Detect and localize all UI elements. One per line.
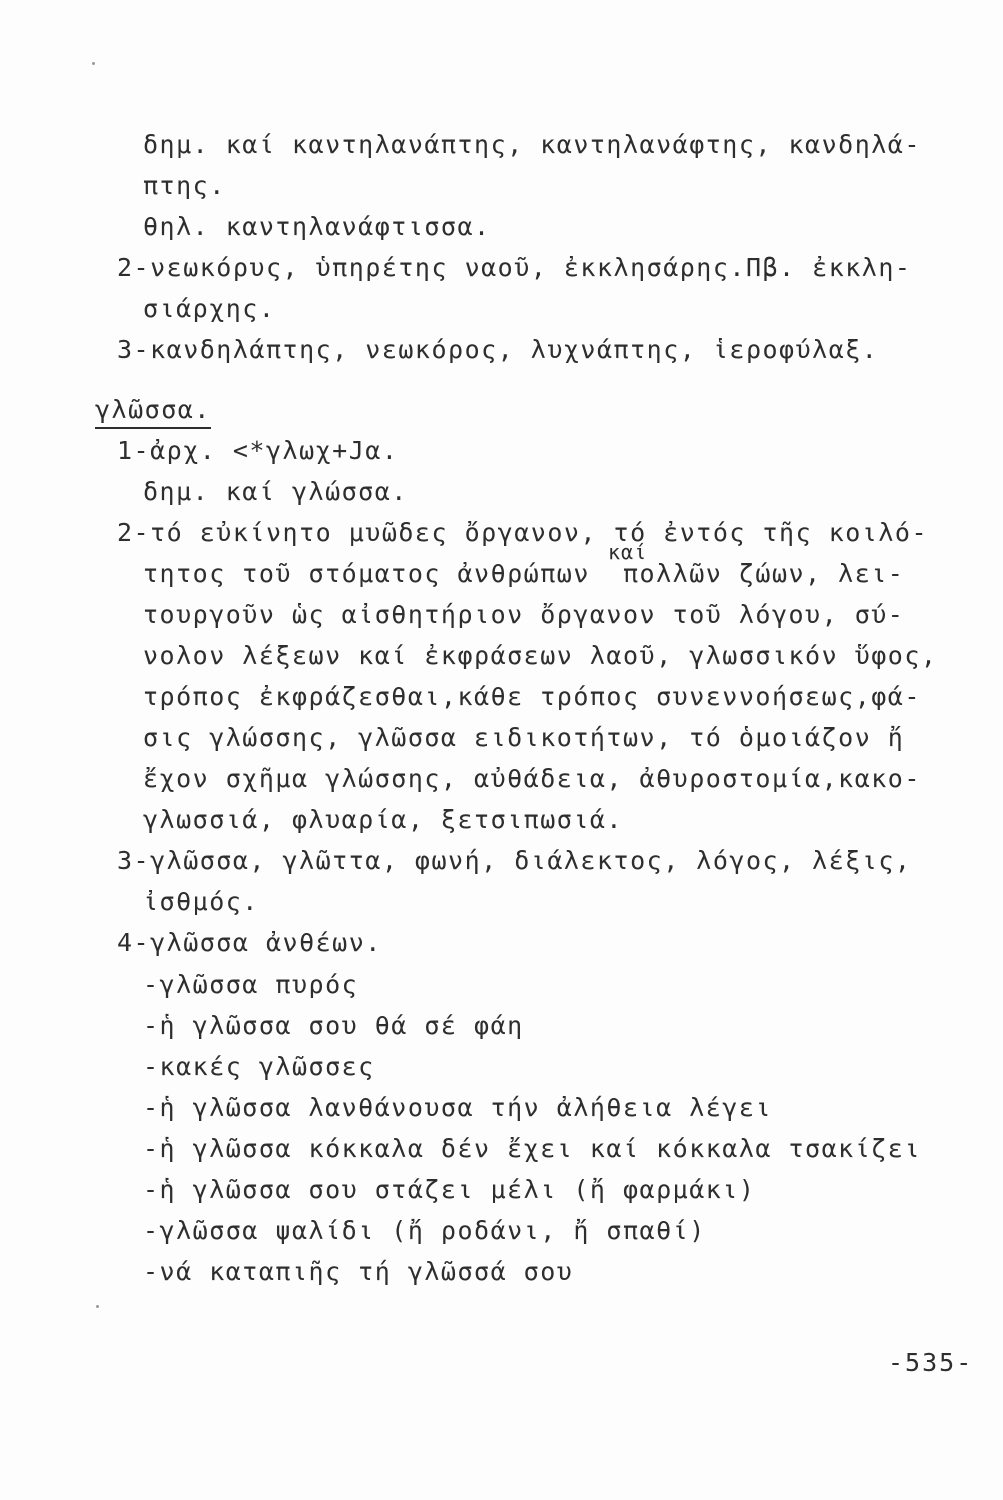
phrase-item: -ἡ γλῶσσα σου θά σέ φάη (143, 1011, 524, 1040)
text-line: νολον λέξεων καί ἐκφράσεων λαοῦ, γλωσσικόν ὕφος, (143, 641, 938, 670)
phrase-item: -νά καταπιῆς τή γλῶσσά σου (143, 1257, 574, 1286)
text-line: 3-γλῶσσα, γλῶττα, φωνή, διάλεκτος, λόγος, λέξις, (117, 846, 912, 875)
phrase-item: -ἡ γλῶσσα λανθάνουσα τήν ἀλήθεια λέγει (143, 1093, 772, 1122)
text-line: θηλ. καντηλανάφτισσα. (143, 212, 491, 241)
phrase-item: -γλῶσσα ψαλίδι (ἤ ροδάνι, ἤ σπαθί) (143, 1216, 706, 1245)
phrase-item: -ἡ γλῶσσα σου στάζει μέλι (ἤ φαρμάκι) (143, 1175, 756, 1204)
text-line: τρόπος ἐκφράζεσθαι,κάθε τρόπος συνεννοήσεως,φά- (143, 682, 921, 711)
text-line: 2-νεωκόρυς, ὑπηρέτης ναοῦ, ἐκκλησάρης.Πβ. ἐκκλη- (117, 253, 912, 282)
text-line: 4-γλῶσσα ἀνθέων. (117, 928, 382, 957)
text-line: τητος τοῦ στόματος ἀνθρώπων πολλῶν ζώων, λει- (143, 559, 905, 588)
text-line: γλωσσιά, φλυαρία, ξετσιπωσιά. (143, 805, 623, 834)
inserted-word: καί (608, 540, 648, 564)
text-line: ἔχον σχῆμα γλώσσης, αὐθάδεια, ἀθυροστομία,κακο- (143, 764, 921, 793)
text-line: τουργοῦν ὡς αἰσθητήριον ὄργανον τοῦ λόγου, σύ- (143, 600, 905, 629)
scan-speck (92, 62, 95, 65)
text-line: 3-κανδηλάπτης, νεωκόρος, λυχνάπτης, ἱεροφύλαξ. (117, 335, 879, 364)
text-line: δημ. καί καντηλανάπτης, καντηλανάφτης, κανδηλά- (143, 130, 921, 159)
text-line: σιάρχης. (143, 294, 276, 323)
phrase-item: -γλῶσσα πυρός (143, 970, 359, 999)
phrase-item: -κακές γλῶσσες (143, 1052, 375, 1081)
entry-headword: γλῶσσα. (95, 395, 211, 429)
text-line: σις γλώσσης, γλῶσσα ειδικοτήτων, τό ὁμοιάζον ἤ (143, 723, 905, 752)
text-line: δημ. καί γλώσσα. (143, 477, 408, 506)
text-line: 1-ἀρχ. <*γλωχ+Jα. (117, 436, 399, 465)
text-line: 2-τό εὐκίνητο μυῶδες ὄργανον, τό ἐντός τῆς κοιλό- (117, 518, 929, 547)
scan-speck (96, 1305, 99, 1308)
text-line: ἰσθμός. (143, 887, 259, 916)
page-number: -535- (888, 1348, 974, 1377)
phrase-item: -ἡ γλῶσσα κόκκαλα δέν ἔχει καί κόκκαλα τσακίζει (143, 1134, 921, 1163)
text-line: πτης. (143, 171, 226, 200)
